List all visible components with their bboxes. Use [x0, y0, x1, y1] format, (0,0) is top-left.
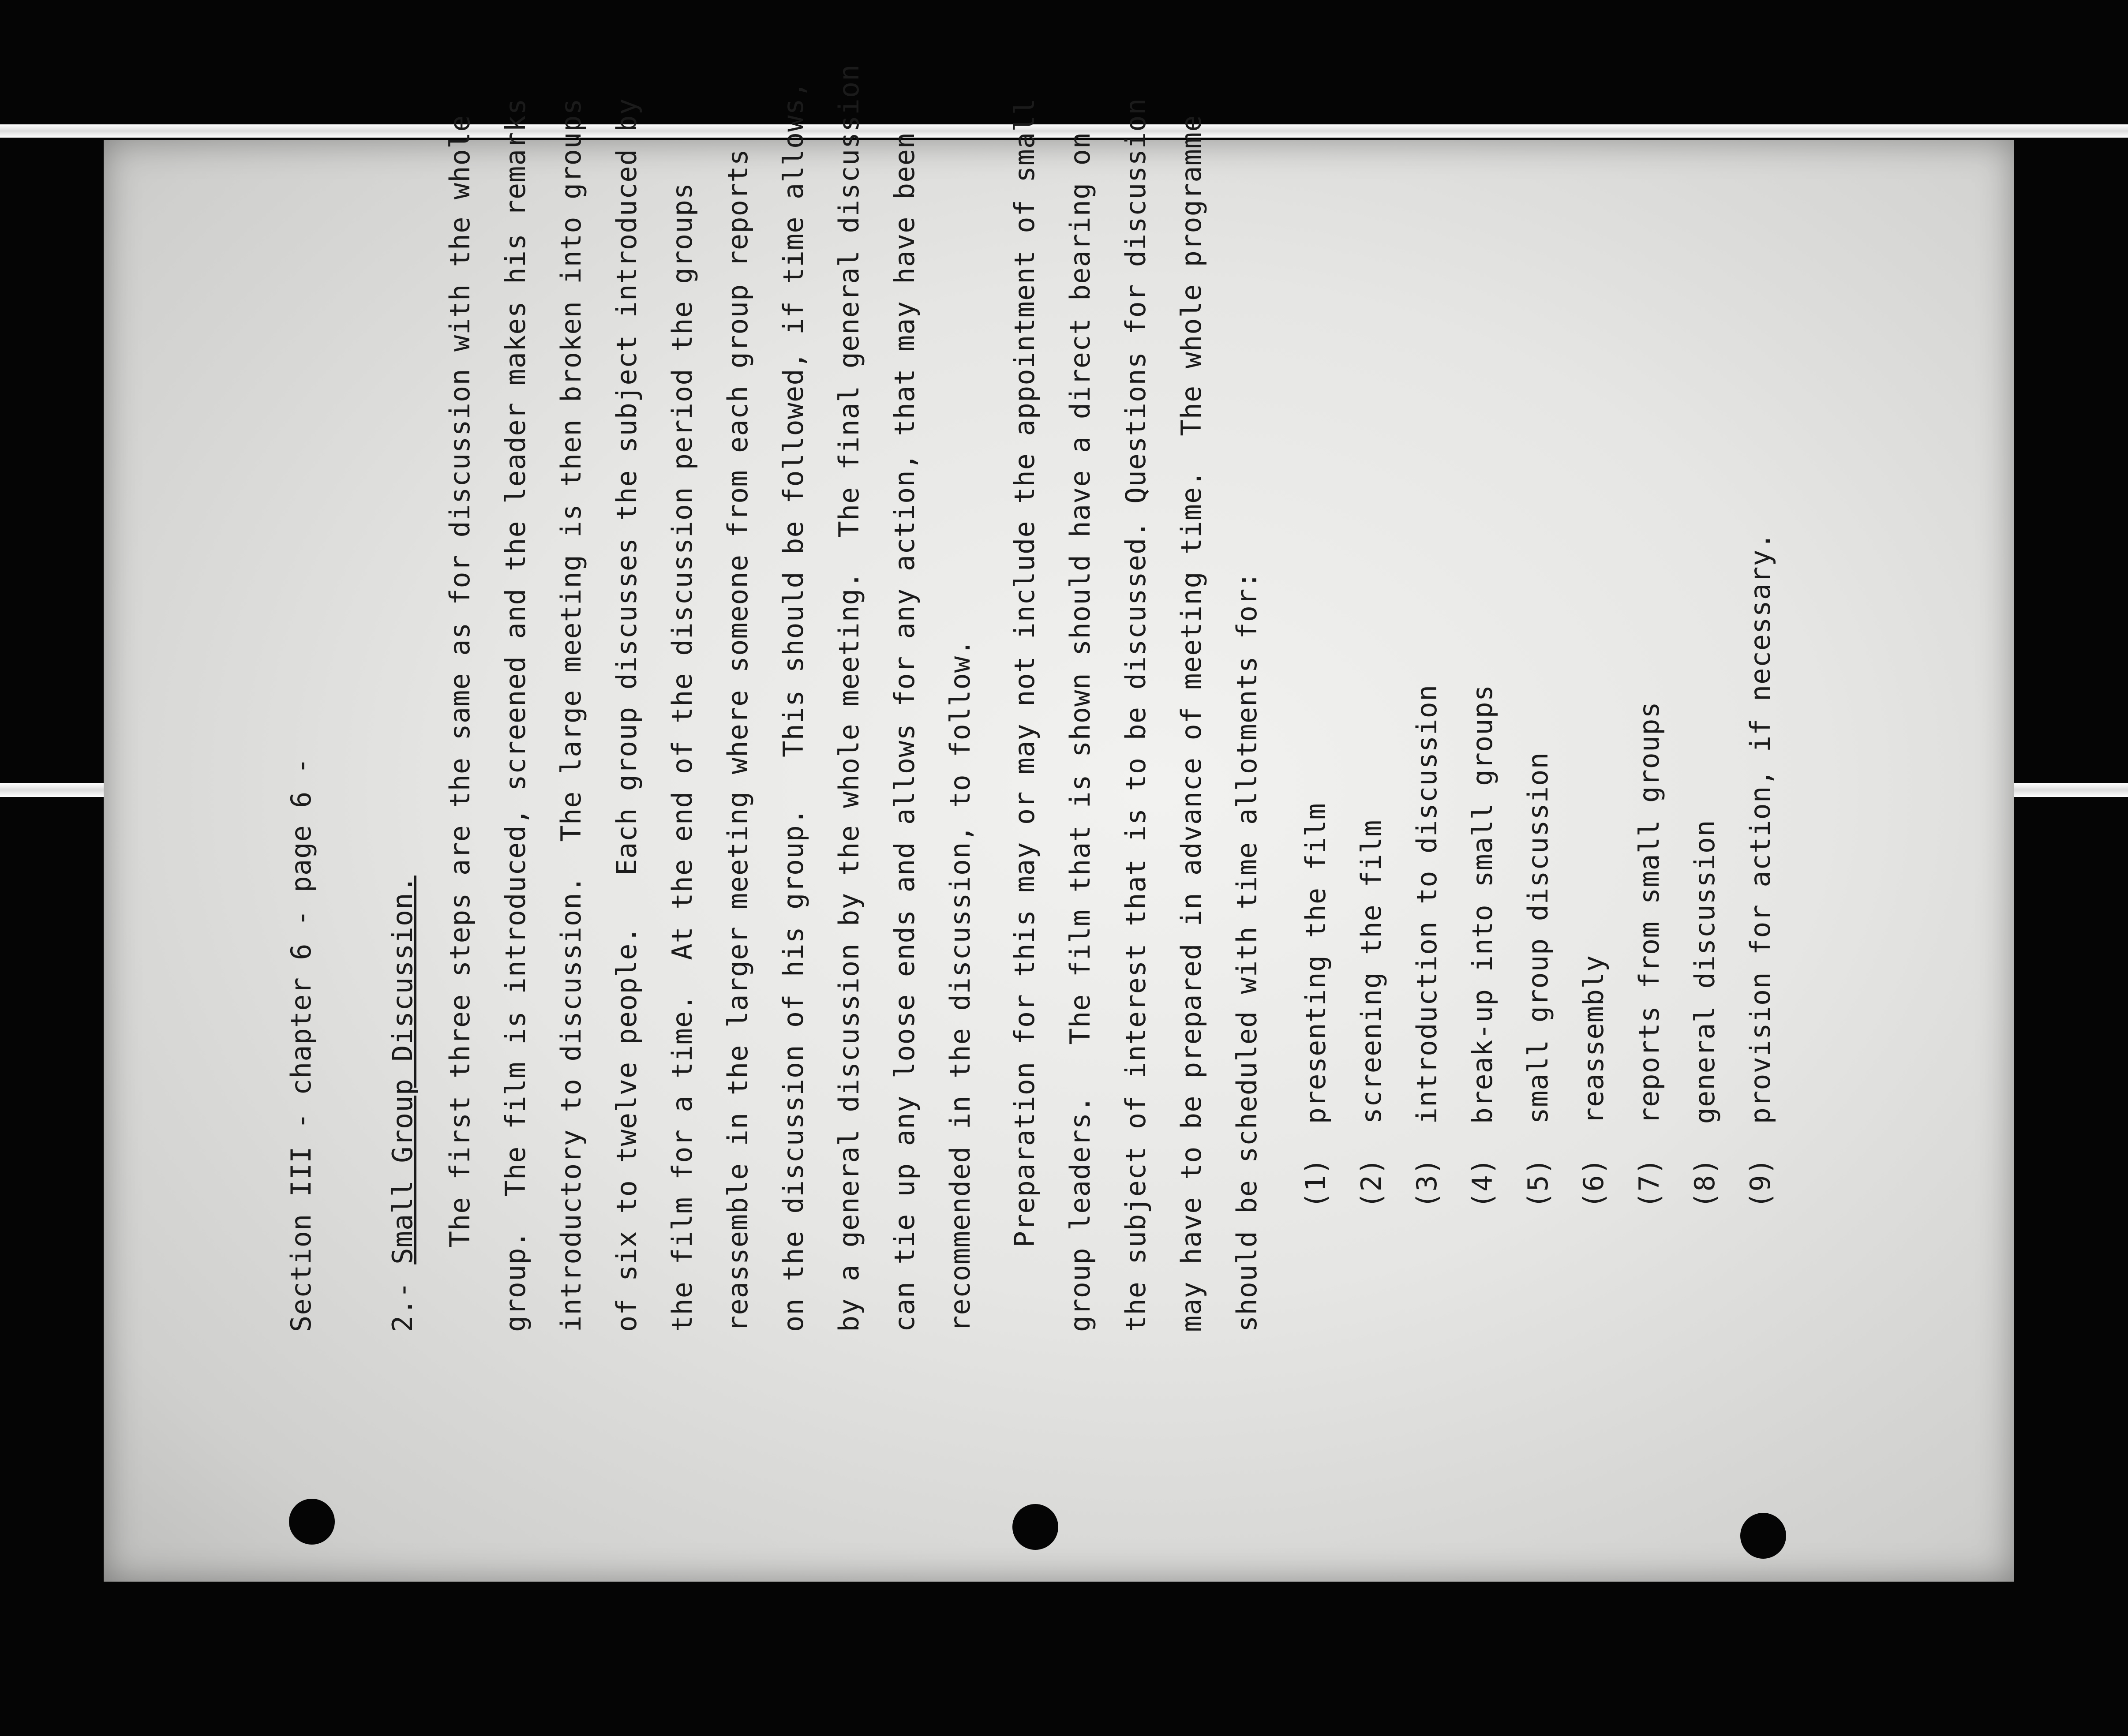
list-item: (5) small group discussion [1522, 752, 1554, 1208]
heading-title: Small Group Discussion. [386, 875, 419, 1265]
paragraph-line: recommended in the discussion, to follow. [944, 639, 976, 1332]
paragraph-line: the film for a time. At the end of the discussion period the groups [666, 182, 698, 1332]
paragraph-line: should be scheduled with time allotments for: [1231, 571, 1263, 1332]
list-item: (6) reassembly [1577, 955, 1610, 1208]
paragraph-line: can tie up any loose ends and allows for any action, that may have been [888, 131, 921, 1332]
paragraph-line: introductory to discussion. The large meeting is then broken into groups [555, 98, 587, 1332]
film-edge-right-stripe [2003, 783, 2128, 797]
page-header: Section III - chapter 6 - page 6 - [285, 757, 317, 1332]
list-item: (3) introduction to discussion [1411, 684, 1443, 1208]
paragraph-line: The first three steps are the same as for discussion with the whole [444, 115, 476, 1332]
list-item: (1) presenting the film [1300, 803, 1332, 1208]
paragraph-line: reassemble in the larger meeting where someone from each group reports [722, 149, 754, 1332]
punch-hole-left [289, 1499, 335, 1545]
section-heading [375, 875, 431, 1332]
punch-hole-right [1740, 1513, 1786, 1559]
paragraph-line: the subject of interest that is to be discussed. Questions for discussion [1120, 98, 1152, 1332]
paragraph-line: on the discussion of his group. This should be followed, if time allows, [777, 81, 809, 1332]
paragraph-line: Preparation for this may or may not include the appointment of small [1008, 98, 1041, 1332]
heading-number: 2.- [386, 1281, 419, 1332]
paragraph-line: group leaders. The film that is shown should have a direct bearing on [1064, 131, 1096, 1332]
list-item: (9) provision for action, if necessary. [1744, 532, 1776, 1208]
list-item: (2) screening the film [1355, 819, 1387, 1208]
paragraph-line: of six to twelve people. Each group discusses the subject introduced by [611, 98, 643, 1332]
list-item: (8) general discussion [1689, 819, 1721, 1208]
typed-document-text [265, 64, 1853, 1482]
list-item: (4) break-up into small groups [1466, 684, 1499, 1208]
paragraph-line: by a general discussion by the whole meeting. The final general discussion [833, 64, 865, 1332]
punch-hole-center [1012, 1504, 1058, 1550]
list-item: (7) reports from small groups [1633, 701, 1665, 1208]
paragraph-line: group. The film is introduced, screened and the leader makes his remarks [499, 98, 532, 1332]
paragraph-line: may have to be prepared in advance of meeting time. The whole programme [1175, 115, 1207, 1332]
